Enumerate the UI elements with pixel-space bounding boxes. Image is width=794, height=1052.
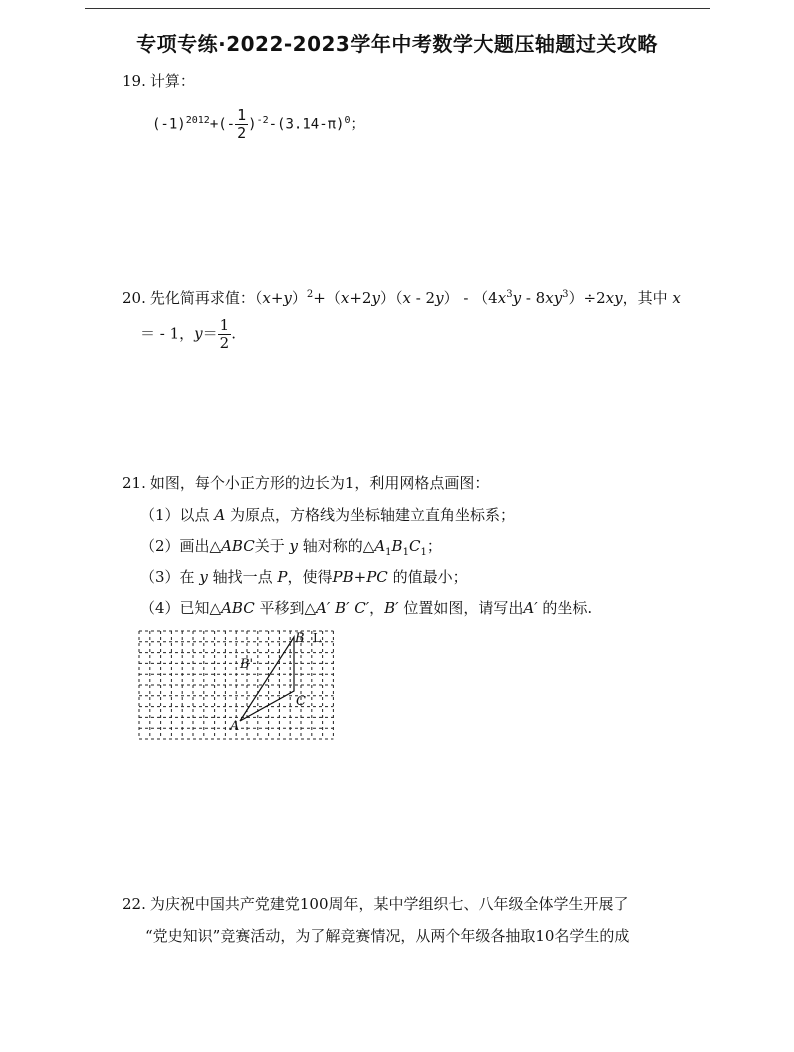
top-rule (85, 8, 710, 9)
question-21-part-4: （4）已知△ABC 平移到△A′ B′ C′，B′ 位置如图，请写出A′ 的坐标. (140, 599, 593, 617)
fraction-one-half: $\frac{1}{2}$ (237, 106, 247, 143)
question-22-line-1: 22. 为庆祝中国共产党建党100周年，某中学组织七、八年级全体学生开展了 (122, 895, 629, 913)
question-number: 20. (122, 289, 146, 307)
question-20-line-1: 20. 先化简再求值：$(x+y)^2+(x+2y)(x - 2y) - (4x^3y - 8xy^3)\div 2xy$，其中 x (122, 289, 681, 307)
question-21-stem: 21. 如图，每个小正方形的边长为1，利用网格点画图： (122, 474, 490, 492)
question-number: 22. (122, 895, 146, 913)
question-22-line-2: “党史知识”竞赛活动，为了解竞赛情况，从两个年级各抽取10名学生的成 (145, 927, 630, 945)
grid-figure (137, 627, 337, 747)
page-title: 专项专练·2022-2023学年中考数学大题压轴题过关攻略 (136, 32, 658, 56)
question-number: 19. (122, 72, 146, 90)
label-c: C (296, 694, 306, 709)
question-19-stem: 19. 计算： (122, 72, 195, 90)
label-a: A (230, 719, 240, 734)
question-21-part-3: （3）在 y 轴找一点 P，使得PB+PC 的值最小； (140, 568, 468, 586)
label-l: L (313, 631, 321, 645)
fraction-one-half: $\frac{1}{2}$ (219, 316, 230, 352)
question-20-line-2: ＝ - 1，y＝ $\frac{1}{2}$ . (140, 316, 236, 352)
question-19-expression: $(-1)^{2012}+(-$ $\frac{1}{2}$ )$^{-2}-(3.14-\pi)^0$； (152, 106, 365, 143)
question-21-part-2: （2）画出△ABC关于 y 轴对称的$\triangle A_1B_1C_1$； (140, 537, 442, 558)
triangle-abc (240, 637, 294, 721)
label-b: B (295, 631, 305, 646)
question-21-part-1: （1）以点 A 为原点，方格线为坐标轴建立直角坐标系； (140, 506, 515, 524)
label-b-prime: B' (240, 657, 254, 672)
question-number: 21. (122, 474, 146, 492)
